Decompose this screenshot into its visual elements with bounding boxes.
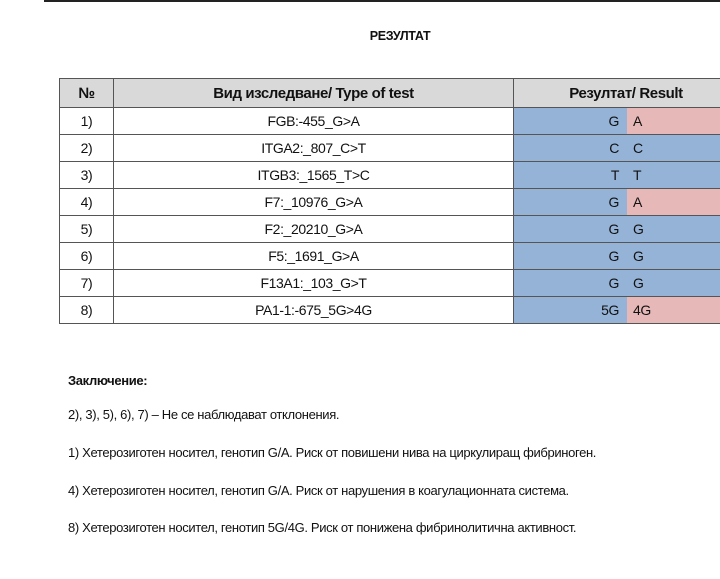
allele-1: G <box>514 216 628 243</box>
table-row <box>60 162 720 189</box>
table-row <box>60 297 720 324</box>
test-name: F13A1:_103_G>T <box>114 270 514 297</box>
allele-2: G <box>627 216 720 243</box>
row-number: 2) <box>60 135 114 162</box>
row-number: 5) <box>60 216 114 243</box>
table-row <box>60 135 720 162</box>
page-title: РЕЗУЛТАТ <box>369 29 431 43</box>
test-name: PA1-1:-675_5G>4G <box>114 297 514 324</box>
allele-2: C <box>627 135 720 162</box>
conclusion-line-3: 4) Хетерозиготен носител, генотип G/A. Риск от нарушения в коагулационната система. <box>68 483 569 498</box>
test-name: F5:_1691_G>A <box>114 243 514 270</box>
table-row <box>60 108 720 135</box>
allele-2: T <box>627 162 720 189</box>
test-name: ITGA2:_807_C>T <box>114 135 514 162</box>
row-number: 1) <box>60 108 114 135</box>
test-name: ITGB3:_1565_T>C <box>114 162 514 189</box>
conclusion-line-4: 8) Хетерозиготен носител, генотип 5G/4G. Риск от понижена фибринолитична активност. <box>68 520 577 535</box>
top-rule <box>44 0 720 2</box>
test-name: F2:_20210_G>A <box>114 216 514 243</box>
conclusion-line-2: 1) Хетерозиготен носител, генотип G/A. Риск от повишени нива на циркулиращ фибриноген. <box>68 445 597 460</box>
table-row <box>60 216 720 243</box>
allele-1: C <box>514 135 628 162</box>
table-row <box>60 243 720 270</box>
row-number: 4) <box>60 189 114 216</box>
row-number: 6) <box>60 243 114 270</box>
allele-1: G <box>514 108 628 135</box>
test-name: FGB:-455_G>A <box>114 108 514 135</box>
results-table <box>59 78 720 324</box>
row-number: 8) <box>60 297 114 324</box>
conclusion-line-1: 2), 3), 5), 6), 7) – Не се наблюдават отклонения. <box>68 407 340 422</box>
row-number: 7) <box>60 270 114 297</box>
header-result: Резултат/ Result <box>514 79 720 108</box>
allele-2: 4G <box>627 297 720 324</box>
allele-1: G <box>514 189 628 216</box>
header-test-type: Вид изследване/ Type of test <box>114 79 514 108</box>
allele-1: T <box>514 162 628 189</box>
row-number: 3) <box>60 162 114 189</box>
allele-1: G <box>514 243 628 270</box>
allele-1: 5G <box>514 297 628 324</box>
allele-2: A <box>627 108 720 135</box>
table-header-row <box>60 79 720 108</box>
allele-1: G <box>514 270 628 297</box>
allele-2: A <box>627 189 720 216</box>
test-name: F7:_10976_G>A <box>114 189 514 216</box>
allele-2: G <box>627 270 720 297</box>
allele-2: G <box>627 243 720 270</box>
header-number: № <box>60 79 114 108</box>
conclusion-heading: Заключение: <box>68 373 148 388</box>
table-row <box>60 270 720 297</box>
table-row <box>60 189 720 216</box>
